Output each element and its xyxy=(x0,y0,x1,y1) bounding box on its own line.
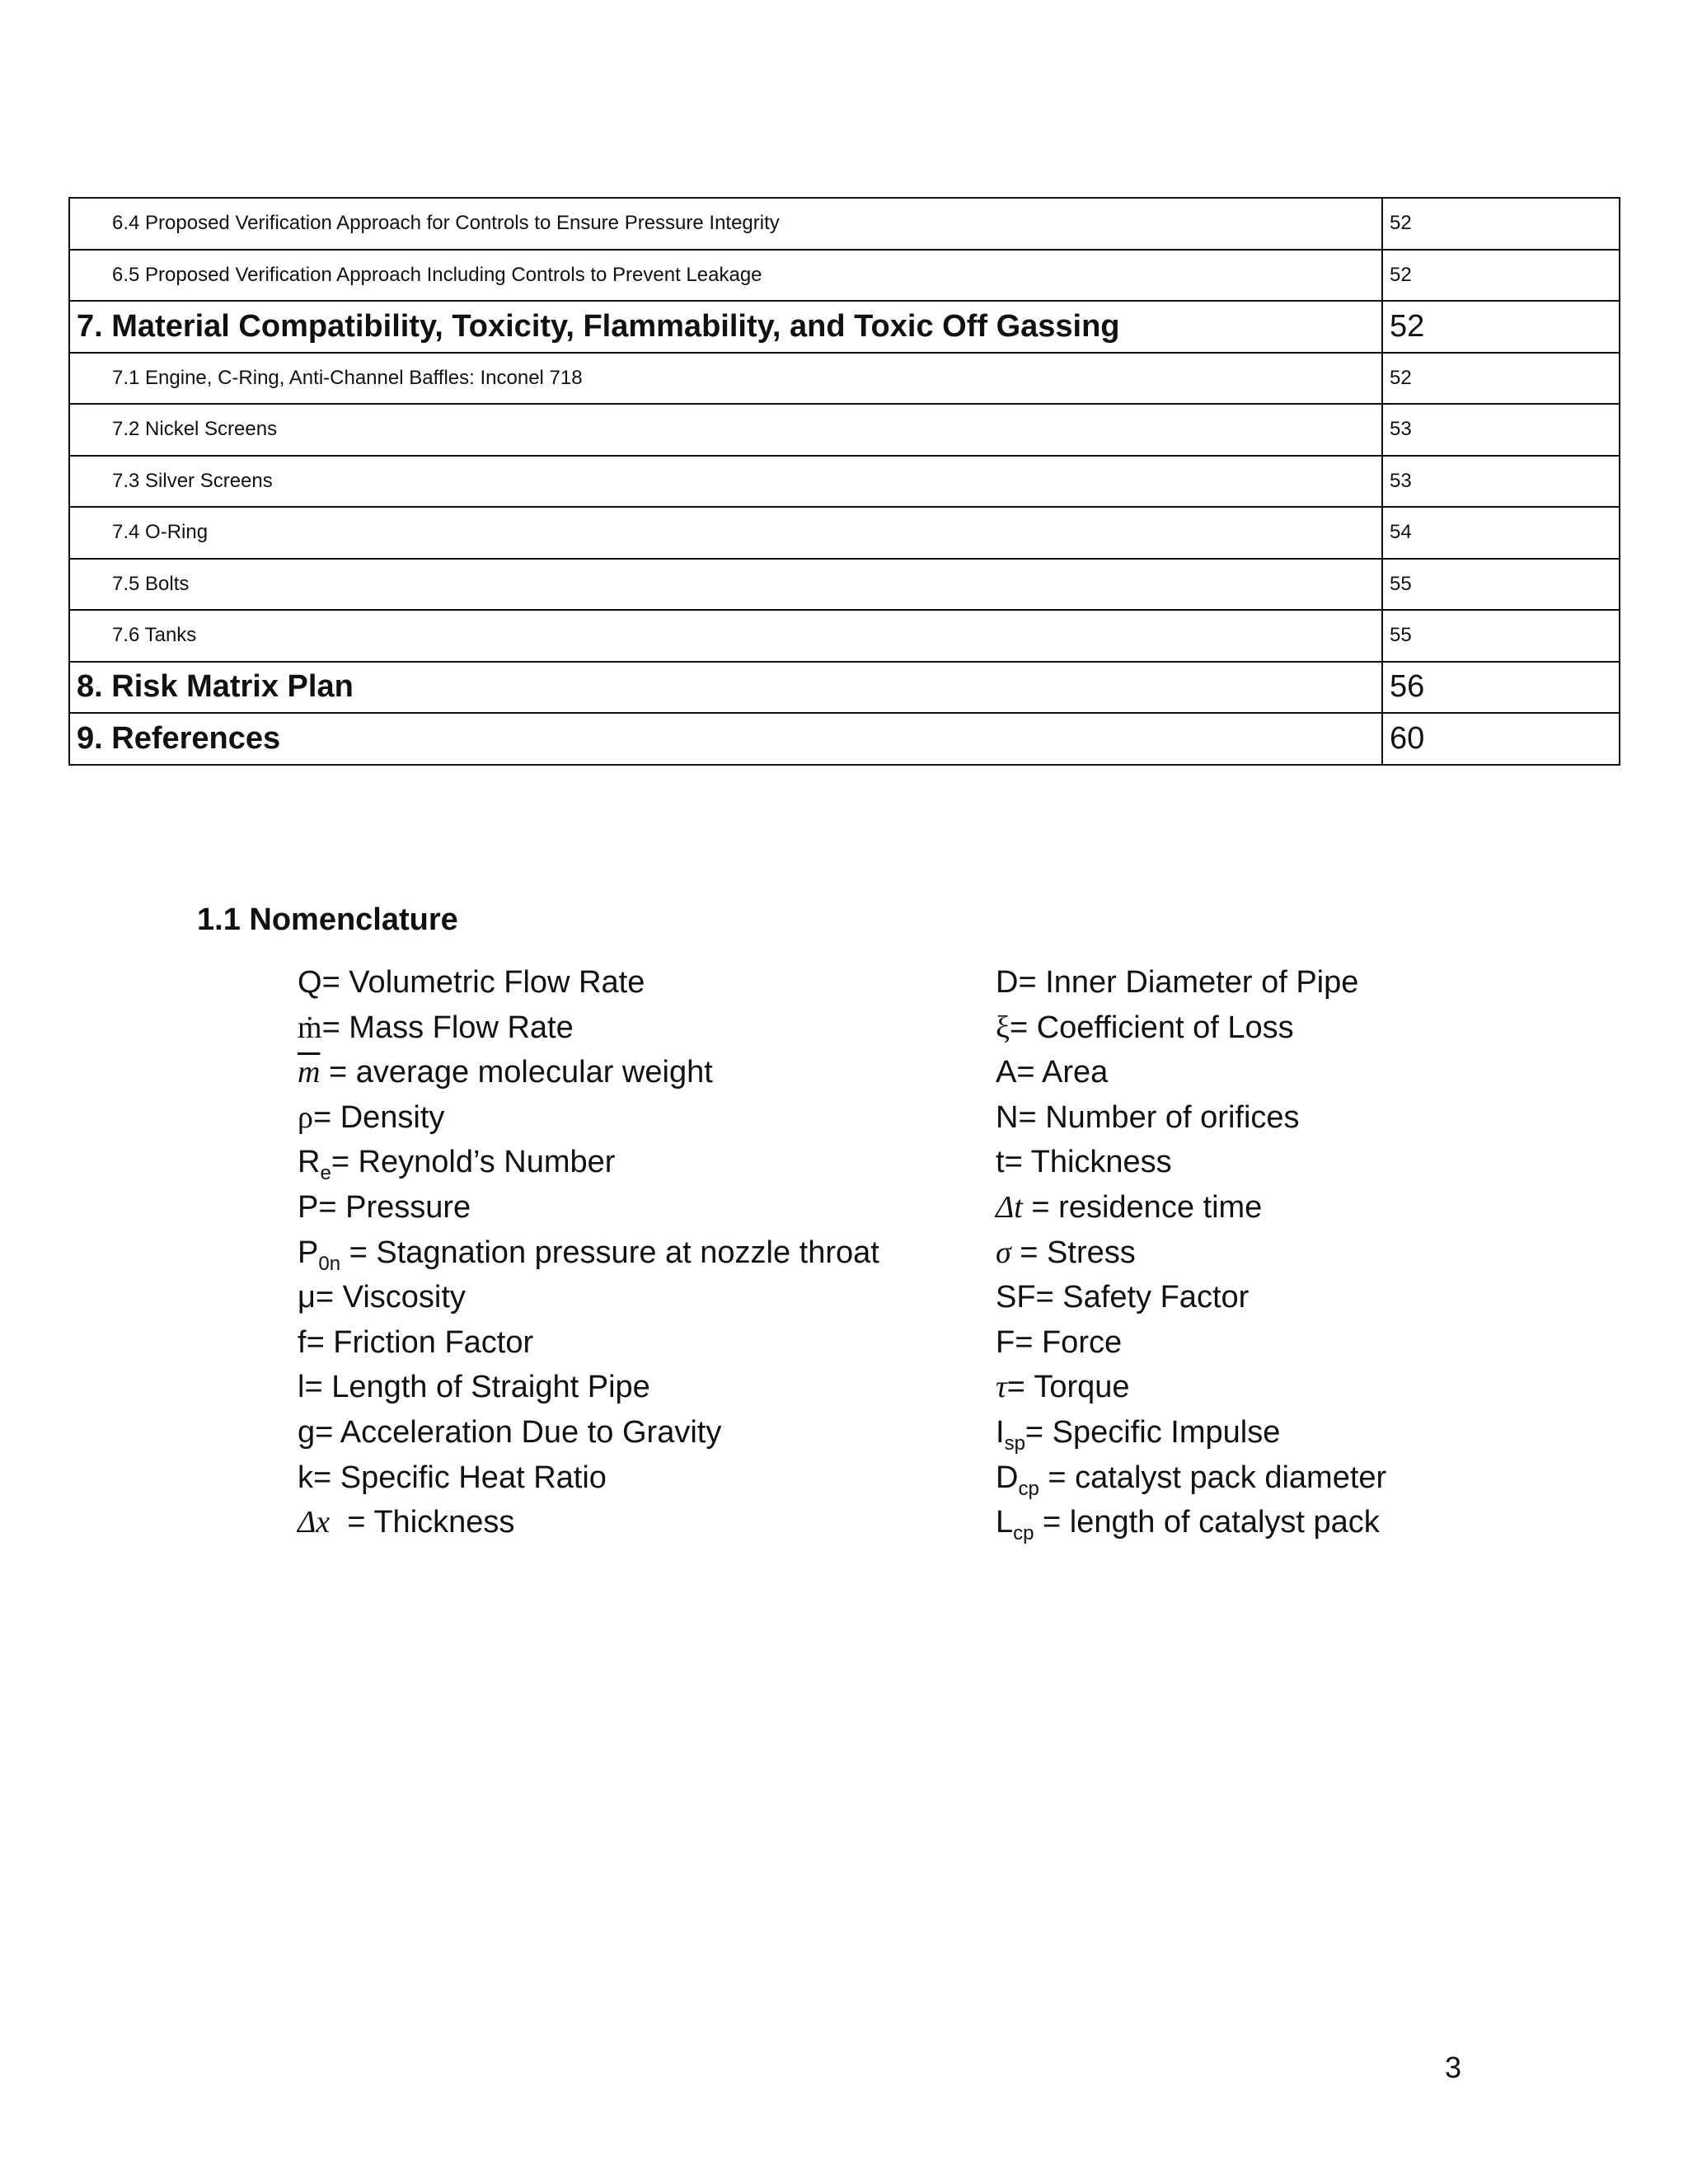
nomenclature-definition: = Thickness xyxy=(330,1505,515,1540)
nomenclature-item xyxy=(298,1185,879,1230)
nomenclature-subscript: 0n xyxy=(318,1252,341,1275)
nomenclature-symbol: μ xyxy=(298,1280,316,1315)
nomenclature-symbol: SF xyxy=(996,1280,1036,1315)
nomenclature-item xyxy=(298,1275,879,1320)
nomenclature-symbol: ṁ xyxy=(298,1010,322,1045)
nomenclature-item xyxy=(298,1095,879,1141)
nomenclature-symbol: $\overline{m}$ xyxy=(298,1055,321,1090)
nomenclature-definition: = Number of orifices xyxy=(1018,1099,1300,1135)
toc-entry-title: 6.5 Proposed Verification Approach Including Controls to Prevent Leakage xyxy=(69,250,1382,302)
nomenclature-symbol: t xyxy=(996,1145,1005,1180)
nomenclature-definition: = Force xyxy=(1015,1324,1123,1360)
toc-row xyxy=(69,301,1620,353)
toc-entry-title: 7.5 Bolts xyxy=(69,559,1382,611)
nomenclature-item xyxy=(996,1410,1386,1455)
nomenclature-item xyxy=(298,1500,879,1545)
toc-entry-title: 7.1 Engine, C-Ring, Anti-Channel Baffles: Inconel 718 xyxy=(69,353,1382,405)
nomenclature-definition: = catalyst pack diameter xyxy=(1039,1460,1387,1495)
nomenclature-item xyxy=(298,1410,879,1455)
nomenclature-definition: = Inner Diameter of Pipe xyxy=(1018,965,1359,1000)
nomenclature-definition: = Viscosity xyxy=(315,1280,466,1315)
nomenclature-definition: = Torque xyxy=(1006,1370,1130,1405)
nomenclature-definition: = Friction Factor xyxy=(306,1324,534,1360)
nomenclature-item xyxy=(996,1455,1386,1501)
toc-row xyxy=(69,250,1620,302)
toc-row xyxy=(69,198,1620,250)
toc-row xyxy=(69,559,1620,611)
toc-entry-title: 7.6 Tanks xyxy=(69,610,1382,662)
table-of-contents xyxy=(68,197,1620,766)
toc-row xyxy=(69,456,1620,508)
nomenclature-symbol: P xyxy=(298,1235,319,1270)
toc-entry-page: 55 xyxy=(1382,559,1620,611)
nomenclature-item xyxy=(996,1050,1386,1095)
toc-entry-page: 52 xyxy=(1382,198,1620,250)
nomenclature-item xyxy=(298,1365,879,1410)
nomenclature-item xyxy=(996,1140,1386,1185)
nomenclature-symbol: ρ xyxy=(298,1099,313,1135)
toc-entry-page: 52 xyxy=(1382,353,1620,405)
nomenclature-heading: 1.1 Nomenclature xyxy=(197,902,458,937)
toc-row xyxy=(69,353,1620,405)
toc-entry-page: 53 xyxy=(1382,456,1620,508)
nomenclature-symbol: k xyxy=(298,1460,313,1495)
nomenclature-subscript: e xyxy=(320,1162,331,1185)
nomenclature-definition: = length of catalyst pack xyxy=(1034,1505,1380,1540)
toc-row xyxy=(69,662,1620,714)
nomenclature-item xyxy=(996,1095,1386,1141)
nomenclature-left-column xyxy=(298,960,879,1545)
toc-row xyxy=(69,507,1620,559)
toc-entry-page: 53 xyxy=(1382,404,1620,456)
nomenclature-symbol: A xyxy=(996,1055,1017,1090)
toc-entry-title: 8. Risk Matrix Plan xyxy=(69,662,1382,714)
nomenclature-item xyxy=(298,1320,879,1366)
nomenclature-symbol: ξ xyxy=(996,1010,1010,1045)
nomenclature-item xyxy=(298,1455,879,1501)
nomenclature-definition: = Specific Heat Ratio xyxy=(313,1460,607,1495)
nomenclature-item xyxy=(996,1275,1386,1320)
toc-entry-page: 55 xyxy=(1382,610,1620,662)
nomenclature-definition: = Length of Straight Pipe xyxy=(304,1370,650,1405)
nomenclature-symbol: F xyxy=(996,1324,1015,1360)
nomenclature-definition: = Safety Factor xyxy=(1035,1280,1250,1315)
toc-entry-page: 56 xyxy=(1382,662,1620,714)
nomenclature-definition: = Stagnation pressure at nozzle throat xyxy=(340,1235,879,1270)
nomenclature-definition: = Volumetric Flow Rate xyxy=(321,965,645,1000)
nomenclature-definition: = Density xyxy=(312,1099,445,1135)
nomenclature-definition: = Pressure xyxy=(318,1189,471,1225)
nomenclature-definition: = Thickness xyxy=(1004,1145,1172,1180)
nomenclature-item xyxy=(996,1230,1386,1276)
nomenclature-symbol: L xyxy=(996,1505,1014,1540)
nomenclature-definition: = Coefficient of Loss xyxy=(1009,1010,1294,1045)
toc-row xyxy=(69,610,1620,662)
toc-entry-page: 52 xyxy=(1382,301,1620,353)
nomenclature-item xyxy=(996,1500,1386,1545)
toc-entry-title: 9. References xyxy=(69,713,1382,765)
toc-entry-title: 7.3 Silver Screens xyxy=(69,456,1382,508)
toc-row xyxy=(69,404,1620,456)
nomenclature-item xyxy=(298,1230,879,1276)
toc-entry-title: 7.4 O-Ring xyxy=(69,507,1382,559)
nomenclature-symbol: I xyxy=(996,1414,1005,1450)
nomenclature-definition: = Mass Flow Rate xyxy=(321,1010,574,1045)
nomenclature-symbol: Q xyxy=(298,965,322,1000)
nomenclature-symbol: D xyxy=(996,1460,1019,1495)
nomenclature-symbol: σ xyxy=(996,1235,1011,1270)
nomenclature-subscript: sp xyxy=(1004,1432,1025,1455)
nomenclature-symbol: f xyxy=(298,1324,307,1360)
nomenclature-definition: = Acceleration Due to Gravity xyxy=(315,1414,722,1450)
nomenclature-item xyxy=(996,1005,1386,1051)
nomenclature-definition: = average molecular weight xyxy=(320,1055,713,1090)
nomenclature-right-column xyxy=(996,960,1386,1545)
nomenclature-symbol: P xyxy=(298,1189,319,1225)
nomenclature-symbol: Δx xyxy=(298,1505,331,1540)
toc-entry-page: 52 xyxy=(1382,250,1620,302)
nomenclature-item xyxy=(298,960,879,1005)
nomenclature-definition: = Reynold’s Number xyxy=(331,1145,616,1180)
nomenclature-symbol: τ xyxy=(996,1370,1007,1405)
toc-entry-page: 54 xyxy=(1382,507,1620,559)
nomenclature-item xyxy=(298,1005,879,1051)
nomenclature-symbol: N xyxy=(996,1099,1019,1135)
nomenclature-subscript: cp xyxy=(1013,1522,1034,1545)
toc-body xyxy=(69,198,1620,765)
nomenclature-definition: = Area xyxy=(1016,1055,1109,1090)
nomenclature-definition: = residence time xyxy=(1022,1189,1263,1225)
nomenclature-symbol: D xyxy=(996,965,1019,1000)
nomenclature-item xyxy=(996,1185,1386,1230)
nomenclature-symbol: Δt xyxy=(996,1189,1023,1225)
nomenclature-item xyxy=(996,1320,1386,1366)
nomenclature-item xyxy=(996,960,1386,1005)
toc-row xyxy=(69,713,1620,765)
page-number: 3 xyxy=(1445,2050,1462,2084)
nomenclature-subscript: cp xyxy=(1018,1477,1039,1500)
nomenclature-symbol: R xyxy=(298,1145,321,1180)
nomenclature-item xyxy=(298,1140,879,1185)
toc-entry-title: 6.4 Proposed Verification Approach for Controls to Ensure Pressure Integrity xyxy=(69,198,1382,250)
toc-entry-title: 7.2 Nickel Screens xyxy=(69,404,1382,456)
nomenclature-item xyxy=(996,1365,1386,1410)
nomenclature-item xyxy=(298,1050,879,1095)
nomenclature-symbol: g xyxy=(298,1414,316,1450)
nomenclature-definition: = Stress xyxy=(1010,1235,1136,1270)
nomenclature-definition: = Specific Impulse xyxy=(1025,1414,1281,1450)
toc-entry-page: 60 xyxy=(1382,713,1620,765)
toc-entry-title: 7. Material Compatibility, Toxicity, Flammability, and Toxic Off Gassing xyxy=(69,301,1382,353)
nomenclature-symbol: l xyxy=(298,1370,305,1405)
